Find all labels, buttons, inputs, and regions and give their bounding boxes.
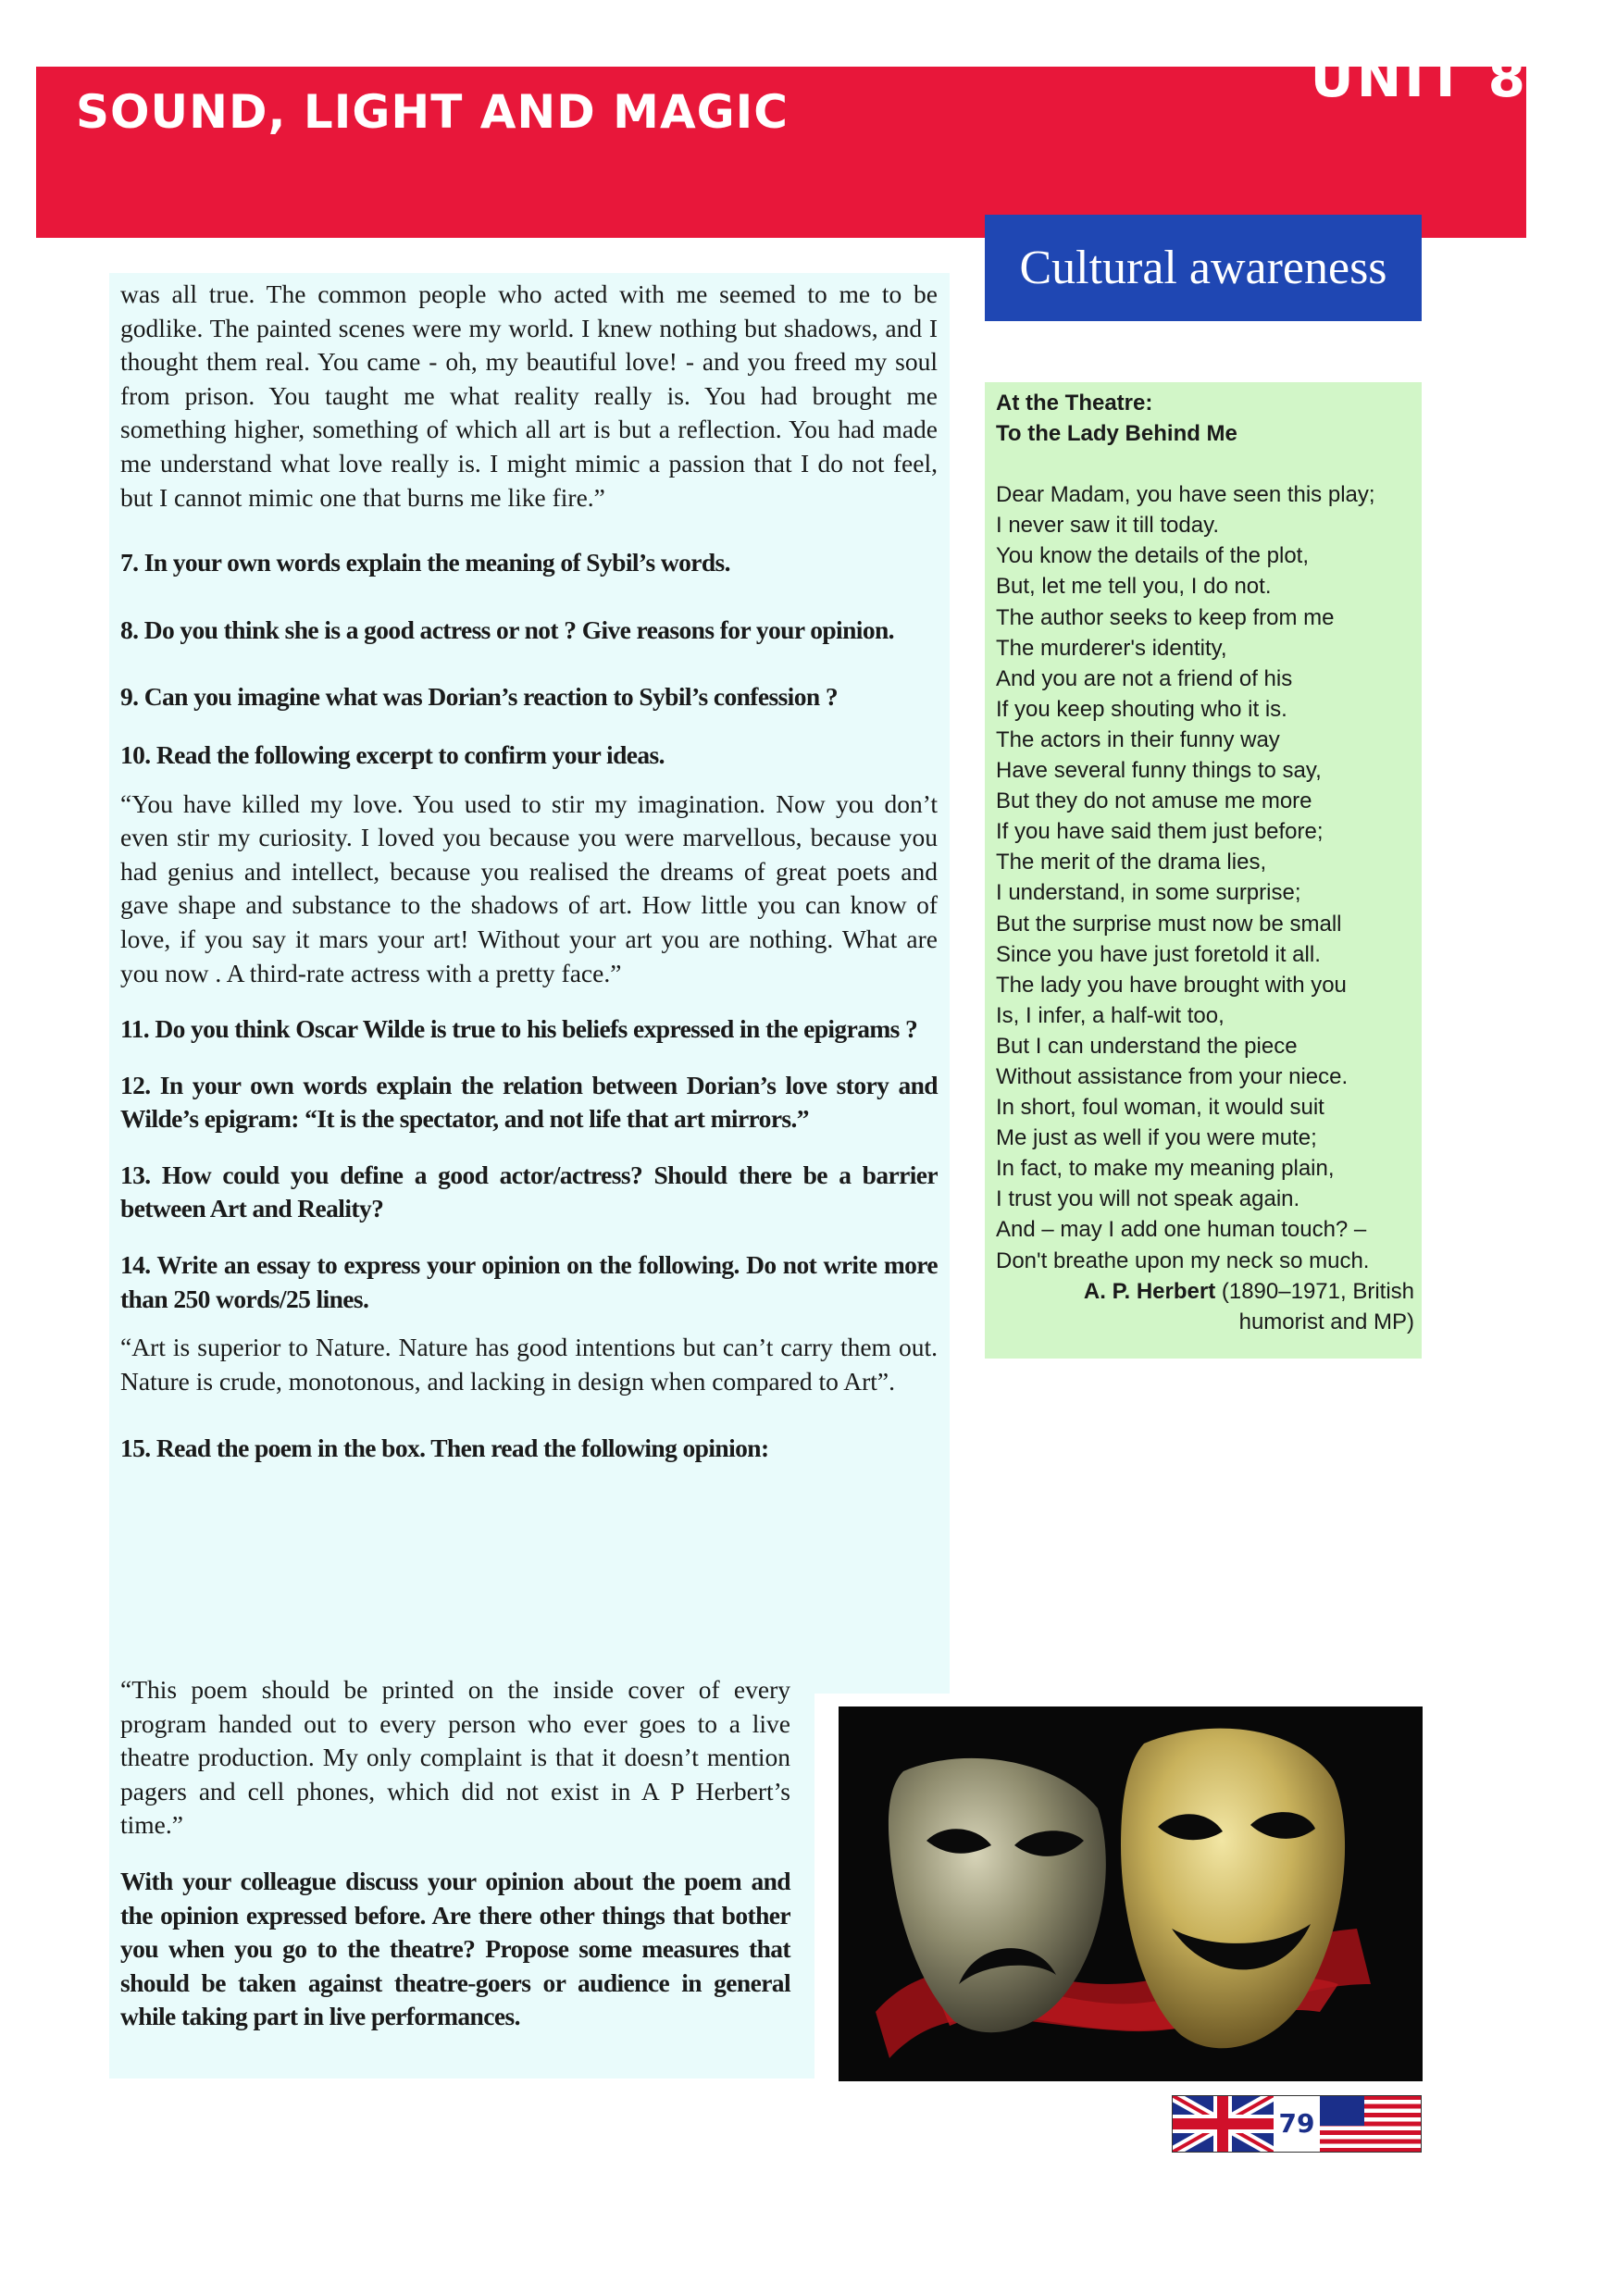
poem-author-note-2: humorist and MP)	[1238, 1309, 1414, 1334]
poem-title-line1: At the Theatre:	[996, 391, 1153, 416]
us-flag-icon	[1320, 2095, 1422, 2153]
dorian-excerpt: “You have killed my love. You used to stir my imagination. Now you don’t even stir my curiosity. I loved you because you were marvellous, because you had genius and intellect, because you realised the dreams of great poets and gave shape and substance to the shadows of art. How little you can know of love, if you say it mars your art! Without your art you are nothing. What are you now . A third-rate actress with a pretty face.”	[120, 788, 938, 987]
poem-author-note-1: (1890–1971, British	[1221, 1278, 1414, 1304]
poem-line: And – may I add one human touch? –	[996, 1217, 1367, 1243]
poem-line: In short, foul woman, it would suit	[996, 1095, 1324, 1121]
poem-line: Is, I infer, a half-wit too,	[996, 1002, 1225, 1028]
poem-line: The murderer's identity,	[996, 635, 1227, 661]
uk-flag-icon	[1172, 2095, 1274, 2153]
left-column-upper	[120, 278, 938, 1466]
question-8: 8. Do you think she is a good actress or not ? Give reasons for your opinion.	[120, 614, 894, 644]
poem-line: In fact, to make my meaning plain,	[996, 1156, 1335, 1182]
poem-lines	[996, 479, 1414, 1275]
question-12: 12. In your own words explain the relation between Dorian’s love story and Wilde’s epigram: “It is the spectator, and not life that art mirrors.”	[120, 1070, 938, 1134]
poem-line: I never saw it till today.	[996, 513, 1219, 539]
poem-line: I trust you will not speak again.	[996, 1186, 1300, 1212]
theatre-masks-image	[839, 1706, 1423, 2081]
cultural-awareness-heading: Cultural awareness	[985, 215, 1422, 321]
poem-line: The merit of the drama lies,	[996, 850, 1267, 875]
poem-line: But they do not amuse me more	[996, 788, 1312, 814]
poem-author-credit	[996, 1276, 1414, 1307]
poem-line: But, let me tell you, I do not.	[996, 574, 1272, 600]
question-13: 13. How could you define a good actor/actress? Should there be a barrier between Art and Reality?	[120, 1160, 938, 1223]
page-footer	[1172, 2095, 1422, 2153]
question-7: 7. In your own words explain the meaning of Sybil’s words.	[120, 548, 730, 577]
section-title: SOUND, LIGHT AND MAGIC	[76, 85, 789, 139]
poem-line: But the surprise must now be small	[996, 911, 1342, 937]
poem-title-line2: To the Lady Behind Me	[996, 421, 1237, 447]
question-14: 14. Write an essay to express your opinion on the following. Do not write more than 250 words/25 lines.	[120, 1250, 938, 1313]
question-15: 15. Read the poem in the box. Then read the following opinion:	[120, 1433, 769, 1463]
question-9: 9. Can you imagine what was Dorian’s reaction to Sybil’s confession ?	[120, 682, 838, 712]
poem	[996, 388, 1414, 1337]
poem-author: A. P. Herbert	[1083, 1278, 1216, 1304]
poem-line: Me just as well if you were mute;	[996, 1125, 1317, 1151]
poem-line: I understand, in some surprise;	[996, 880, 1301, 906]
intro-paragraph: was all true. The common people who acted with me seemed to me to be godlike. The painted scenes were my world. I knew nothing but shadows, and I thought them real. You came - oh, my beautiful love! - and you freed my soul from prison. You taught me what reality really is. You had brought me something higher, something of which all art is but a reflection. You had made me understand what love really is. I might mimic a passion that I do not feel, but I cannot mimic one that burns me like fire.”	[120, 279, 938, 512]
unit-label: UNIT 8	[1310, 46, 1528, 109]
left-column-lower	[120, 1673, 790, 2034]
poem-line: Since you have just foretold it all.	[996, 941, 1321, 967]
poem-line: The lady you have brought with you	[996, 972, 1347, 998]
poem-line: And you are not a friend of his	[996, 665, 1293, 691]
poem-line: Don't breathe upon my neck so much.	[996, 1247, 1370, 1273]
art-quote: “Art is superior to Nature. Nature has good intentions but can’t carry them out. Nature is crude, monotonous, and lacking in design when compared to Art”.	[120, 1333, 938, 1396]
poem-line: The author seeks to keep from me	[996, 604, 1335, 630]
poem-line: The actors in their funny way	[996, 726, 1280, 752]
poem-line: But I can understand the piece	[996, 1033, 1298, 1059]
opinion-quote: “This poem should be printed on the inside cover of every program handed out to every person who ever goes to a live theatre production. My only complaint is that it doesn’t mention pagers and cell phones, which did not exist in A P Herbert’s time.”	[120, 1675, 790, 1840]
poem-line: Without assistance from your niece.	[996, 1063, 1349, 1089]
discussion-task: With your colleague discuss your opinion about the poem and the opinion expressed before. Are there other things that bother you when you go to the theatre? Propose some measures that should be taken against theatre-goers or audience in general while taking part in live performances.	[120, 1866, 790, 2031]
poem-line: If you keep shouting who it is.	[996, 696, 1287, 722]
poem-line: If you have said them just before;	[996, 819, 1324, 845]
question-11: 11. Do you think Oscar Wilde is true to his beliefs expressed in the epigrams ?	[120, 1014, 918, 1044]
question-10: 10. Read the following excerpt to confirm your ideas.	[120, 739, 665, 769]
page-number: 79	[1278, 2108, 1315, 2139]
poem-line: Have several funny things to say,	[996, 758, 1322, 784]
poem-line: You know the details of the plot,	[996, 543, 1310, 569]
poem-line: Dear Madam, you have seen this play;	[996, 482, 1375, 508]
